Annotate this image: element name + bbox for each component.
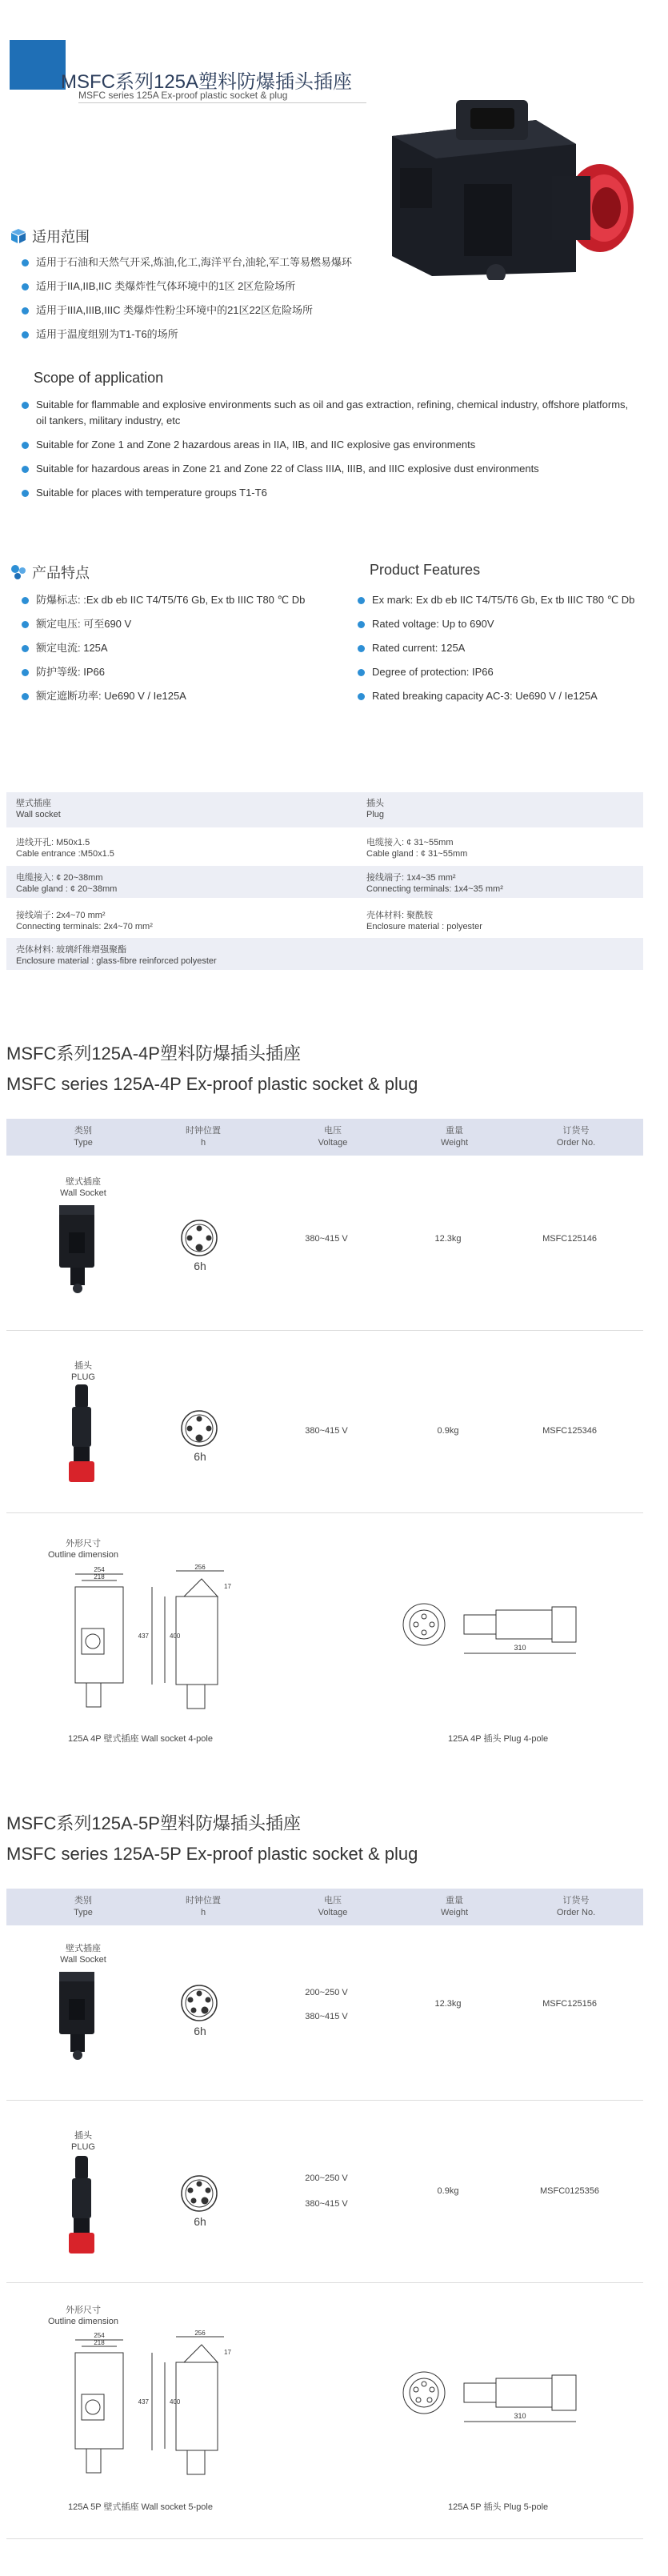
- scope-item-en: Suitable for places with temperature groups T1-T6: [20, 485, 636, 501]
- dim-text: 310: [514, 1644, 526, 1652]
- spec-socket-heading: 壁式插座 Wall socket: [16, 799, 61, 819]
- plug-image: [66, 1383, 98, 1487]
- outline-label: 外形尺寸 Outline dimension: [47, 2306, 119, 2326]
- col-order: 订货号 Order No.: [556, 1896, 596, 1917]
- row-type-label: 壁式插座 Wall Socket: [60, 1944, 106, 1965]
- pin-layout-5p-icon: [179, 2173, 219, 2213]
- caption-plug-4p: 125A 4P 插头 Plug 4-pole: [448, 1734, 549, 1744]
- weight-value: 12.3kg: [434, 1999, 462, 2009]
- dots-icon: [10, 563, 27, 581]
- feature-item-en: Rated current: 125A: [356, 636, 664, 660]
- dim-text: 17: [224, 2349, 231, 2356]
- section-4p-title-cn: MSFC系列125A-4P塑料防爆插头插座: [6, 1044, 301, 1064]
- dim-text: 400: [170, 2398, 181, 2406]
- col-weight: 重量 Weight: [440, 1896, 469, 1917]
- col-clock: 时钟位置 h: [186, 1126, 221, 1148]
- feature-item-en: Ex mark: Ex db eb IIC T4/T5/T6 Gb, Ex tb IIIC T80 ℃ Db: [356, 588, 664, 612]
- spec-plug-terminal: 接线端子: 1x4~35 mm² Connecting terminals: 1x4~35 mm²: [366, 873, 503, 894]
- feature-item-en: Degree of protection: IP66: [356, 660, 664, 684]
- scope-item-cn: 适用于石油和天然气开采,炼油,化工,海洋平台,油轮,军工等易燃易爆环: [20, 250, 372, 274]
- scope-item-en: Suitable for hazardous areas in Zone 21 and Zone 22 of Class IIIA, IIIB, and IIIC explosive dust environments: [20, 461, 636, 477]
- scope-list-cn: [20, 250, 372, 347]
- order-number: MSFC125346: [542, 1426, 597, 1436]
- clock-position: 6h: [194, 2025, 206, 2037]
- scope-item-en: Suitable for Zone 1 and Zone 2 hazardous areas in IIA, IIB, and IIC explosive gas environments: [20, 437, 636, 453]
- clock-position: 6h: [194, 1260, 206, 1272]
- dim-text: 256: [194, 2330, 206, 2337]
- spec-entry: 进线开孔: M50x1.5 Cable entrance :M50x1.5: [16, 838, 114, 859]
- page-title: MSFC系列125A塑料防爆插头插座: [61, 71, 353, 93]
- feature-item-en: Rated voltage: Up to 690V: [356, 612, 664, 636]
- dim-text: 400: [170, 1633, 181, 1640]
- order-number: MSFC0125356: [540, 2186, 599, 2196]
- feature-item-cn: 防护等级: IP66: [20, 660, 340, 684]
- dim-text: 254: [94, 1566, 105, 1573]
- scope-heading-cn: 适用范围: [10, 226, 90, 246]
- row-type-label: 插头 PLUG: [71, 2131, 95, 2152]
- scope-item-cn: 适用于IIA,IIB,IIC 类爆炸性气体环境中的1区 2区危险场所: [20, 274, 372, 298]
- order-number: MSFC125146: [542, 1234, 597, 1244]
- feature-item-cn: 额定电流: 125A: [20, 636, 340, 660]
- pin-layout-4p-icon: [179, 1218, 219, 1258]
- dim-text: 310: [514, 2412, 526, 2420]
- outline-label: 外形尺寸 Outline dimension: [47, 1539, 119, 1560]
- dim-text: 218: [94, 1573, 105, 1580]
- col-weight: 重量 Weight: [440, 1126, 469, 1148]
- col-voltage: 电压 Voltage: [318, 1896, 348, 1917]
- caption-plug-5p: 125A 5P 插头 Plug 5-pole: [448, 2502, 549, 2512]
- voltage-value: 200~250 V: [305, 1988, 348, 1997]
- col-type: 类别 Type: [74, 1126, 93, 1148]
- clock-position: 6h: [194, 2215, 206, 2228]
- plug-image: [66, 2154, 98, 2258]
- table-header-5p: [6, 1889, 643, 1925]
- feature-item-en: Rated breaking capacity AC-3: Ue690 V / Ie125A: [356, 684, 664, 708]
- page-bottom-divider: [6, 2538, 643, 2539]
- col-type: 类别 Type: [74, 1896, 93, 1917]
- row-type-label: 插头 PLUG: [71, 1361, 95, 1382]
- spec-gland: 电缆接入: ¢ 20~38mm Cable gland : ¢ 20~38mm: [16, 873, 118, 894]
- dim-text: 437: [138, 1633, 149, 1640]
- title-underline: [78, 102, 366, 103]
- spec-header-bar: [6, 792, 643, 827]
- cube-icon: [10, 227, 27, 245]
- weight-value: 0.9kg: [437, 1426, 459, 1436]
- outline-drawing-plug-4p: [392, 1592, 600, 1665]
- weight-value: 12.3kg: [434, 1234, 462, 1244]
- features-list-en: [356, 588, 664, 708]
- features-heading-en: Product Features: [370, 562, 481, 578]
- clock-position: 6h: [194, 1450, 206, 1463]
- scope-item-cn: 适用于温度组别为T1-T6的场所: [20, 323, 372, 347]
- voltage-value: 380~415 V: [305, 2199, 348, 2209]
- pin-layout-5p-icon: [179, 1983, 219, 2023]
- dim-text: 17: [224, 1583, 231, 1590]
- row-divider: [6, 2100, 643, 2101]
- caption-socket-4p: 125A 4P 壁式插座 Wall socket 4-pole: [68, 1734, 213, 1744]
- pin-layout-4p-icon: [179, 1408, 219, 1448]
- order-number: MSFC125156: [542, 1999, 597, 2009]
- col-voltage: 电压 Voltage: [318, 1126, 348, 1148]
- row-divider: [6, 1512, 643, 1513]
- voltage-value: 200~250 V: [305, 2173, 348, 2183]
- caption-socket-5p: 125A 5P 壁式插座 Wall socket 5-pole: [68, 2502, 213, 2512]
- dim-text: 254: [94, 2332, 105, 2339]
- col-clock: 时钟位置 h: [186, 1896, 221, 1917]
- spec-material: 壳体材料: 玻璃纤维增强聚酯 Enclosure material : glass-fibre reinforced polyester: [16, 945, 217, 966]
- features-heading-cn: 产品特点: [10, 562, 90, 583]
- wall-socket-image: [56, 1967, 99, 2063]
- scope-item-cn: 适用于IIIA,IIIB,IIIC 类爆炸性粉尘环境中的21区22区危险场所: [20, 298, 372, 323]
- dim-text: 437: [138, 2398, 149, 2406]
- scope-item-en: Suitable for flammable and explosive environments such as oil and gas extraction, refining, chemical industry, offshore platforms, oil tankers, military industry, etc: [20, 397, 636, 429]
- feature-item-cn: 额定电压: 可至690 V: [20, 612, 340, 636]
- weight-value: 0.9kg: [437, 2186, 459, 2196]
- outline-drawing-socket-5p: [64, 2330, 256, 2490]
- dim-text: 218: [94, 2339, 105, 2346]
- spec-plug-heading: 插头 Plug: [366, 799, 385, 819]
- spec-plug-material: 壳体材料: 聚酰胺 Enclosure material : polyester: [366, 911, 482, 931]
- dim-text: 256: [194, 1564, 206, 1571]
- scope-heading-en: Scope of application: [34, 370, 164, 386]
- feature-item-cn: 额定遮断功率: Ue690 V / Ie125A: [20, 684, 340, 708]
- row-divider: [6, 1330, 643, 1331]
- feature-item-cn: 防爆标志: :Ex db eb IIC T4/T5/T6 Gb, Ex tb IIIC T80 ℃ Db: [20, 588, 340, 612]
- row-type-label: 壁式插座 Wall Socket: [60, 1177, 106, 1198]
- section-4p-title-en: MSFC series 125A-4P Ex-proof plastic socket & plug: [6, 1074, 418, 1094]
- section-5p-title-cn: MSFC系列125A-5P塑料防爆插头插座: [6, 1813, 301, 1833]
- page-subtitle: MSFC series 125A Ex-proof plastic socket & plug: [78, 90, 288, 101]
- table-header-4p: [6, 1119, 643, 1156]
- spec-terminal: 接线端子: 2x4~70 mm² Connecting terminals: 2x4~70 mm²: [16, 911, 153, 931]
- voltage-value: 380~415 V: [305, 1426, 348, 1436]
- col-order: 订货号 Order No.: [556, 1126, 596, 1148]
- outline-drawing-socket-4p: [64, 1564, 256, 1725]
- hero-product-image: [376, 88, 640, 280]
- voltage-value: 380~415 V: [305, 1234, 348, 1244]
- spec-plug-cable: 电缆接入: ¢ 31~55mm Cable gland : ¢ 31~55mm: [366, 838, 468, 859]
- features-list-cn: [20, 588, 340, 708]
- row-divider: [6, 2282, 643, 2283]
- section-5p-title-en: MSFC series 125A-5P Ex-proof plastic socket & plug: [6, 1844, 418, 1864]
- wall-socket-image: [56, 1200, 99, 1296]
- voltage-value: 380~415 V: [305, 2012, 348, 2021]
- scope-list-en: [20, 397, 636, 509]
- outline-drawing-plug-5p: [392, 2361, 600, 2433]
- header-accent-block: [10, 40, 66, 90]
